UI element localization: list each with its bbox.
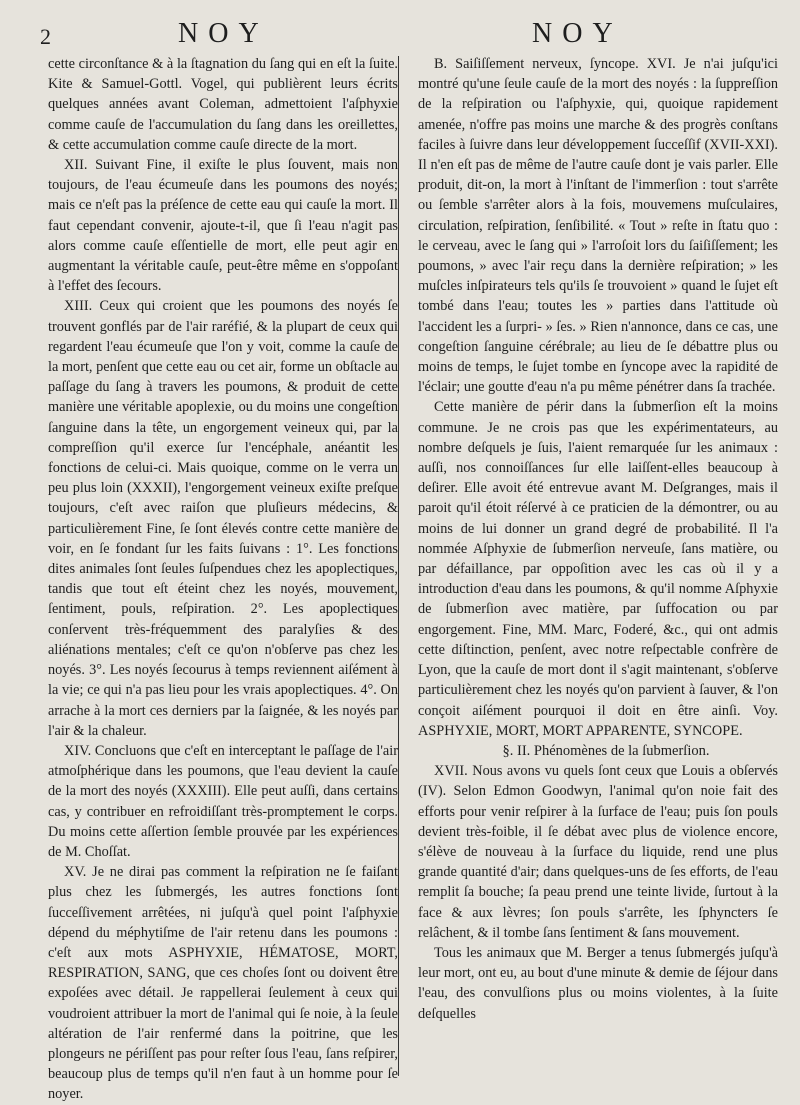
column-divider xyxy=(398,56,399,1076)
paragraph: Cette manière de périr dans la ſubmerſion eſt la moins commune. Je ne crois pas que les expérimentateurs, au nombre deſquels je ſuis, l'aient remarquée ſur les animaux : auſſi, nos connoiſſances ſur elle laiſſent-elles beaucoup à deſirer. Elle avoit été entrevue avant M. Deſgranges, mais il paroit qu'il étoit réſervé à ce praticien de la démontrer, ou au moins de lui donner un grand degré de probabilité. Il l'a nommée Aſphyxie de ſubmerſion nerveuſe, ſans matière, ou par défaillance, par oppoſition avec les cas où il y a introduction d'eau dans les poumons, & qu'il nomme Aſphyxie de ſubmerſion avec matière, par ſuffocation ou par engorgement. Fine, MM. Marc, Foderé, &c., qui ont admis cette diſtinction, penſent, avec notre reſpectable confrère de Lyon, que la cauſe de mort dont il s'agit maintenant, s'obſerve particulièrement chez les noyés qu'on parvient à ſauver, & l'on conçoit aiſément pourquoi il doit en être ainſi. Voy. ASPHYXIE, MORT, MORT APPARENTE, SYNCOPE. xyxy=(418,399,778,739)
right-column xyxy=(418,54,778,1024)
section-heading: §. II. Phénomènes de la ſubmerſion. xyxy=(502,742,710,759)
paragraph: XII. Suivant Fine, il exiſte le plus ſouvent, mais non toujours, de l'eau écumeuſe dans les poumons des noyés; mais ce n'eſt pas la préſence de cette eau qui cauſe la mort. Il faut cependant convenir, ajoute-t-il, que ſi l'eau n'agit pas alors comme cauſe eſſentielle de mort, elle peut agir en augmentant la véritable cauſe, peut-être même en s'oppoſant à l'effet des ſecours. xyxy=(48,157,398,295)
page-header xyxy=(0,18,800,52)
left-column xyxy=(48,54,398,1105)
running-head-right: NOY xyxy=(532,18,623,49)
paragraph: Tous les animaux que M. Berger a tenus ſubmergés juſqu'à leur mort, ont eu, au bout d'une minute & demie de ſéjour dans l'eau, des convulſions plus ou moins violentes, à la ſuite deſquelles xyxy=(418,944,778,1022)
paragraph: XIII. Ceux qui croient que les poumons des noyés ſe trouvent gonflés par de l'air raréfié, & la plupart de ceux qui regardent l'eau écumeuſe que l'on y voit, comme la cauſe de la mort, penſent que cette eau ou cet air, forme un obſtacle au paſſage du ſang à travers les poumons, & produit de cette manière une véritable apoplexie, ou du moins une congeſtion ſanguine dans la tête, un engorgement veineux qui, par la compreſſion qu'il exerce ſur l'encéphale, anéantit les fonctions de celui-ci. Mais quoique, comme on le verra un peu plus loin (XXXII), l'engorgement veineux exiſte preſque toujours, c'eſt avec raiſon que pluſieurs médecins, & particulièrement Fine, ſe ſont élevés contre cette manière de voir, en ſe fondant ſur les faits ſuivans : 1°. Les fonctions dites animales ſont ſeules ſuſpendues chez les apoplectiques, tandis que tout eſt éteint chez les noyés, mouvement, ſentiment, pouls, reſpiration. 2°. Les apoplectiques conſervent très-fréquemment des paralyſies & des aliénations mentales; c'eſt ce qu'on n'obſerve pas chez les noyés. 3°. Les noyés ſecourus à temps reviennent aiſément à la vie; ce qui n'a pas lieu pour les vrais apoplectiques. 4°. On arrache à la mort ces derniers par la ſaignée, & les noyés par l'air & la chaleur. xyxy=(48,298,398,739)
paragraph: B. Saiſiſſement nerveux, ſyncope. XVI. Je n'ai juſqu'ici montré qu'une ſeule cauſe de la mort des noyés : la ſuppreſſion de la reſpiration ou l'aſphyxie, qui, quoique rapidement amenée, n'offre pas moins une marche & des progrès conſtans faciles à ſuivre dans leur développement ſucceſſif (XVII-XXI). Il n'en eſt pas de même de l'autre cauſe dont je vais parler. Elle produit, dit-on, la mort à l'inſtant de l'immerſion : tout s'arrête ou ſemble s'arrêter alors à la fois, mouvemens muſculaires, circulation, reſpiration, ſenſibilité. « Tout » reſte in ſtatu quo : le cerveau, avec le ſang qui » l'arroſoit lors du ſaiſiſſement; les poumons, » avec l'air reçu dans la dernière reſpiration; » les muſcles inſpirateurs tels qu'ils ſe trouvoient » quand le ſujet eſt tombé dans l'eau; toutes les » parties dans l'attitude où l'accident les a ſurpri- » ſes. » Rien n'annonce, dans ce cas, une congeſtion ſanguine cérébrale; au lieu de ſe débattre plus ou moins de temps, le ſujet tombe en ſyncope avec la rapidité de l'éclair; une goutte d'eau n'a pu même pénétrer dans ſa trachée. xyxy=(418,56,778,396)
page-number: 2 xyxy=(40,24,51,49)
running-head-left: NOY xyxy=(178,18,269,49)
paragraph: XVII. Nous avons vu quels ſont ceux que Louis a obſervés (IV). Selon Edmon Goodwyn, l'animal qu'on noie fait des efforts pour venir reſpirer à la ſurface de l'eau; puis ſon pouls devient très-foible, il ſe débat avec plus de violence encore, s'élève de nouveau à la ſurface du liquide, rend une plus grande quantité d'air; dans quelques-uns de ſes efforts, de l'eau remplit ſa bouche; ſa peau prend une teinte livide, ſurtout à la face & aux lèvres; ſon pouls s'arrête, les ſphyncters ſe relâchent, & il tombe ſans ſentiment & ſans mouvement. xyxy=(418,763,778,941)
paragraph: XIV. Concluons que c'eſt en interceptant le paſſage de l'air atmoſphérique dans les poumons, que l'eau devient la cauſe de la mort des noyés (XXXIII). Elle peut auſſi, dans certains cas, y contribuer en refroidiſſant très-promptement le corps. Du moins cette aſſertion ſemble prouvée par les expériences de M. Choſſat. xyxy=(48,742,398,860)
paragraph: cette circonſtance & à la ſtagnation du ſang qui en eſt la ſuite. Kite & Samuel-Gottl. Vogel, qui publièrent leurs écrits quelques années avant Coleman, admettoient l'aſphyxie comme cauſe de l'accumulation du ſang dans les oreillettes, & cette accumulation comme cauſe directe de la mort. xyxy=(48,56,398,153)
paragraph: XV. Je ne dirai pas comment la reſpiration ne ſe faiſant plus chez les ſubmergés, les autres fonctions ſont ſucceſſivement arrêtées, ni juſqu'à quel point l'aſphyxie dépend du méphytiſme de l'air retenu dans les poumons : c'eſt aux mots ASPHYXIE, HÉMATOSE, MORT, RESPIRATION, SANG, que ces choſes ſont ou doivent être expoſées avec détail. Je rappellerai ſeulement à ceux qui voudroient attribuer la mort de l'animal qui ſe noie, à la ſeule altération de l'air renfermé dans la poitrine, que les plongeurs ne périſſent pas pour reſter ſous l'eau, ſans reſpirer, beaucoup plus de temps qu'il n'en faut à un homme pour ſe noyer. xyxy=(48,864,398,1103)
